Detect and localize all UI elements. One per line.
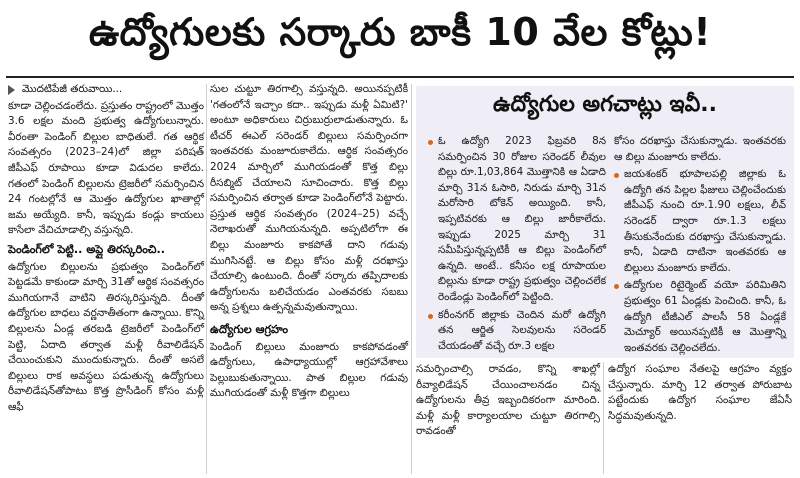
sidebar-title: ఉద్యోగుల అగచాట్లు ఇవీ.. bbox=[493, 92, 717, 117]
subheading: పెండింగ్‌లో పెట్టి.. అప్లై తిరస్కరించి.. bbox=[8, 242, 165, 256]
bullet-item bbox=[614, 167, 786, 276]
subheading: ఉద్యోగుల ఆగ్రహం bbox=[210, 322, 289, 336]
arrow-right-icon bbox=[8, 85, 15, 95]
column-divider bbox=[603, 362, 604, 474]
bullet-continuation bbox=[614, 134, 786, 165]
bullet-dot-icon bbox=[428, 140, 433, 145]
column-divider bbox=[411, 84, 412, 474]
paragraph: పెండింగ్ బిల్లులు మంజూరు కాకపోవడంతో ఉద్యోగులు, ఉపాధ్యాయుల్లో ఆగ్రహావేశాలు పెల్లుబుకుతున్నాయి. పాత బిల్లుల గడువు ముగియడంతో మళ్లీ కొత్తగా బిల్లులు bbox=[210, 340, 408, 400]
bullet-text: ఉద్యోగుల రిటైర్మెంట్ వయో పరిమితిని ప్రభుత్వం 61 ఏండ్లకు పెంచింది. కానీ, ఓ ఉద్యోగి టీజీఎల్ పాలసీ 58 ఏండ్లకే మెచ్యూర్ అయినప్పటికీ ఆ మొత్తాన్ని ఇంతవరకు చెల్లించలేదు. bbox=[624, 279, 786, 354]
bullet-dot-icon bbox=[614, 173, 619, 178]
kicker-text: మొదటిపేజీ తరువాయి... bbox=[22, 83, 123, 95]
sidebar-column-2 bbox=[614, 134, 786, 358]
headline: ఉద్యోగులకు సర్కారు బాకీ 10 వేల కోట్లు! bbox=[88, 10, 712, 54]
bullet-item bbox=[428, 134, 606, 306]
continued-kicker bbox=[8, 82, 204, 98]
bullet-text: ఓ ఉద్యోగి 2023 ఫిబ్రవరి 8న సమర్పించిన 30 రోజుల సరెండర్ లీవుల బిల్లు రూ.1,03,864 మొత్తానికి ఆ ఏడాది మార్చి 31న ఓసారి, నిరుడు మార్చి 31న మరోసారి టోకెన్ అయ్యింది. కానీ, ఇప్పటివరకు ఆ బిల్లు జారీకాలేదు. ఇప్పుడు 2025 మార్చి 31 సమీపిస్తున్నప్పటికీ ఆ బిల్లు పెండింగ్‌లో ఉన్నది. అంటే.. కనీసం లక్ష రూపాయల బిల్లును కూడా రాష్ట్ర ప్రభుత్వం చెల్లించలేక రెండేండ్లు పెండింగ్‌లో పెట్టింది. bbox=[438, 135, 606, 303]
bullet-text: జయశంకర్ భూపాలపల్లి జిల్లాకు ఓ ఉద్యోగి తన పిల్లల ఫీజులు చెల్లించేందుకు జీపీఎఫ్ నుంచి రూ.1.90 లక్షలు, లీవ్ సరెండర్ ద్వారా రూ.1.3 లక్షలు తీసుకునేందుకు దరఖాస్తు చేసుకున్నాడు. కానీ, ఏడాది దాటినా ఇంతవరకు ఆ బిల్లులు మంజూరు కాలేదు. bbox=[624, 168, 786, 274]
column-divider bbox=[206, 84, 207, 474]
bottom-paragraph-right: ఉద్యోగ సంఘాల నేతలపై ఆగ్రహం వ్యక్తం చేస్తున్నారు. మార్చి 12 తర్వాత పోరుబాట పట్టేందుకు ఉద్యోగ సంఘాల జేఏసీ సిద్ధమవుతున్నది. bbox=[608, 363, 792, 422]
sidebar-box bbox=[416, 86, 794, 358]
bullet-text: కోసం దరఖాస్తు చేసుకున్నాడు. ఇంతవరకు ఆ బిల్లు మంజూరు కాలేదు. bbox=[614, 135, 786, 163]
headline-rule bbox=[6, 76, 794, 78]
article-column-2 bbox=[210, 82, 408, 402]
bullet-dot-icon bbox=[614, 284, 619, 289]
sidebar-column-1 bbox=[428, 134, 606, 356]
bullet-text: కరీంనగర్ జిల్లాకు చెందిన మరో ఉద్యోగి తన ఆర్జిత సెలవులను సరెండర్ చేయడంతో వచ్చే రూ.3 లక్షల bbox=[438, 308, 606, 352]
bullet-dot-icon bbox=[428, 314, 433, 319]
paragraph: సుల చుట్టూ తిరగాల్సి వస్తున్నది. అయినప్పటికీ 'గతంలోనే ఇచ్చాం కదా.. ఇప్పుడు మళ్లీ ఏమిటి?' అంటూ అధికారులు చిర్రుబుర్రులాడుతున్నారు. ఓ టీచర్ ఈఎల్ సరెండర్ బిల్లులు సమర్పించగా ఇంతవరకు మంజూరుకాలేదు. ఆర్థిక సంవత్సరం 2024 మార్చిలో ముగియడంతో కొత్త బిల్లు రీసబ్మిట్ చేయాలని సూచించారు. కొత్త బిల్లు సమర్పించిన తర్వాత కూడా పెండింగ్‌లోనే పెట్టారు. ప్రస్తుత ఆర్థిక సంవత్సరం (2024–25) వచ్చే నెలాఖరుతో ముగియనున్నది. అప్పటిలోగా ఈ బిల్లు మంజూరు కాకపోతే దాని గడువు ముగిసినట్టే. ఆ బిల్లు కోసం మళ్లీ దరఖాస్తు చేయాల్సి ఉంటుంది. దీంతో సర్కారు తప్పిదాలకు ఉద్యోగులను బలిచేయడం ఎంతవరకు సబబు అన్న ప్రశ్నలు ఉత్పన్నమవుతున్నాయి. bbox=[210, 83, 408, 314]
bullet-item bbox=[428, 308, 606, 355]
paragraph: కూడా చెల్లించడంలేదు. ప్రస్తుతం రాష్ట్రంలో మొత్తం 3.6 లక్షల మంది ప్రభుత్వ ఉద్యోగులున్నారు. వీరంతా పెండింగ్ బిల్లుల బాధితులే. గత ఆర్థిక సంవత్సరం (2023–24)లో జిల్లా పరిషత్ జీపీఎఫ్ రూపాయి కూడా విడుదల కాలేదు. గతంలో పెండింగ్ బిల్లులను ట్రెజరీలో సమర్పించిన 24 గంటల్లోనే ఆ మొత్తం ఉద్యోగుల ఖాతాల్లో జమ అయ్యేది. కానీ, ఇప్పుడు కండ్లు కాయలు కాసేలా వేచిచూడాల్సి వస్తున్నది. bbox=[8, 99, 204, 237]
paragraph: ఉద్యోగుల బిల్లులను ప్రభుత్వం పెండింగ్‌లో పెట్టడమే కాకుండా మార్చి 31తో ఆర్థిక సంవత్సరం ముగియగానే వాటిని తిరస్కరిస్తున్నది. దీంతో ఉద్యోగుల బాధలు వర్ణనాతీతంగా ఉన్నాయి. కొన్ని బిల్లులను ఏండ్ల తరబడి ట్రెజరీలో పెండింగ్‌లో పెట్టి, ఏదాది తర్వాత మళ్లీ రీవాలిడేషన్ చేయించుకుని ముందుకున్నారు. దీంతో అసలే బిల్లులు రాక అవస్థలు పడుతున్న ఉద్యోగులు రీవాలిడేషన్‌తోపాటు కొత్త ప్రొసీడింగ్ కోసం మళ్లీ ఆఫీ bbox=[8, 260, 204, 413]
bottom-paragraph-left: సమర్పించాల్సి రావడం, కొన్ని శాఖల్లో రీవ్యాలిడేషన్ చేయించాలనడం చిన్న ఉద్యోగులను తీవ్ర ఇబ్బందికరంగా మారింది. మళ్లీ మళ్లీ కార్యాలయాల చుట్టూ తిరగాల్సి రావడంతో bbox=[416, 363, 600, 438]
article-column-1 bbox=[8, 82, 204, 415]
bullet-item bbox=[614, 278, 786, 356]
